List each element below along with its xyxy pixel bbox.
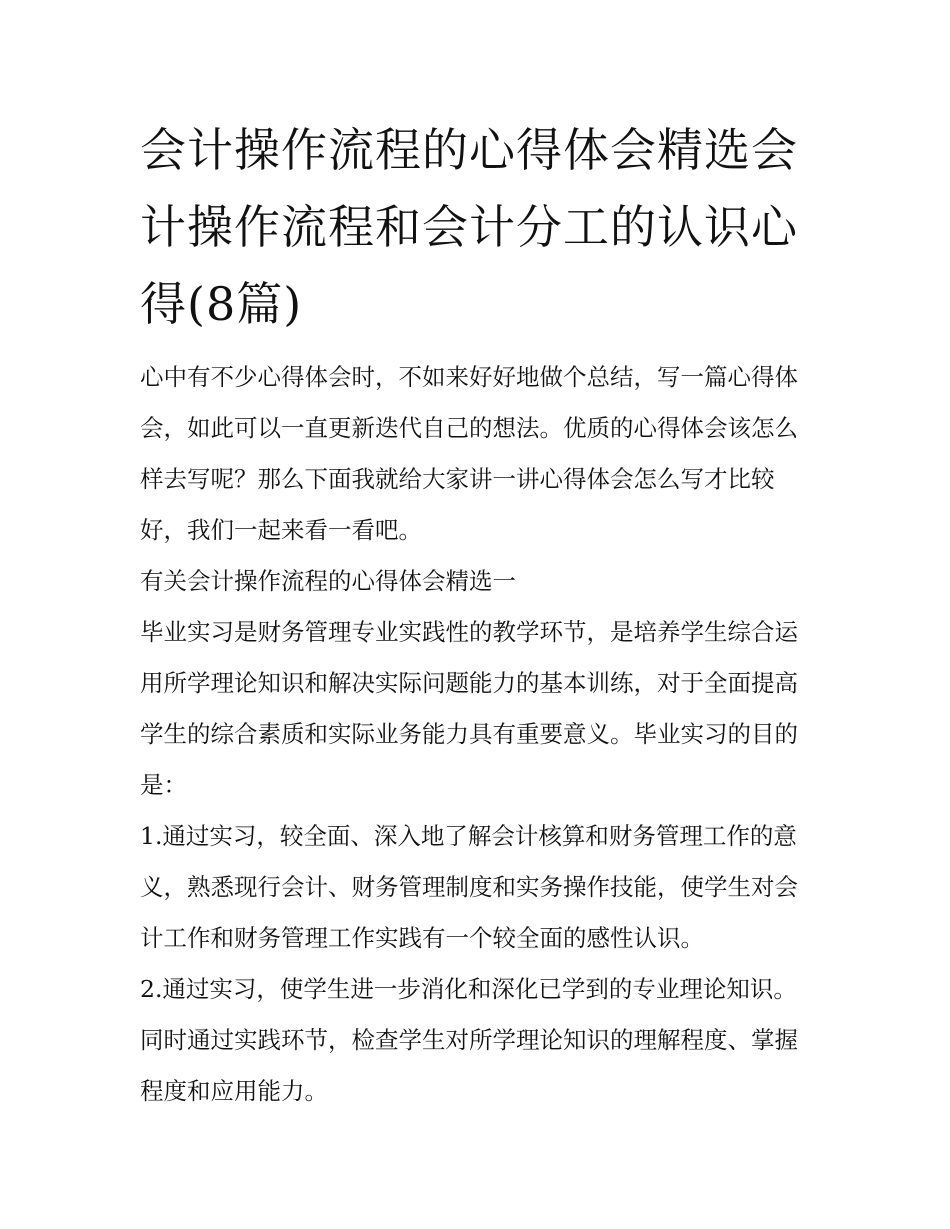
list-item-1: 1.通过实习，较全面、深入地了解会计核算和财务管理工作的意义，熟悉现行会计、财务管理制度和实务操作技能，使学生对会计工作和财务管理工作实践有一个较全面的感性认识。 <box>140 822 798 952</box>
paragraph-intro: 心中有不少心得体会时，不如来好好地做个总结，写一篇心得体会，如此可以一直更新迭代自己的想法。优质的心得体会该怎么样去写呢？那么下面我就给大家讲一讲心得体会怎么写才比较好，我们一起来看一看吧。 <box>140 363 798 544</box>
section-heading-one: 有关会计操作流程的心得体会精选一 <box>140 567 516 595</box>
document-title: 会计操作流程的心得体会精选会计操作流程和会计分工的认识心得(8篇) <box>140 123 798 331</box>
paragraph-internship-purpose: 毕业实习是财务管理专业实践性的教学环节，是培养学生综合运用所学理论知识和解决实际问题能力的基本训练，对于全面提高学生的综合素质和实际业务能力具有重要意义。毕业实习的目的是： <box>140 618 798 799</box>
document-body <box>140 352 820 1117</box>
list-item-2: 2.通过实习，使学生进一步消化和深化已学到的专业理论知识。同时通过实践环节，检查学生对所学理论知识的理解程度、掌握程度和应用能力。 <box>140 975 798 1105</box>
